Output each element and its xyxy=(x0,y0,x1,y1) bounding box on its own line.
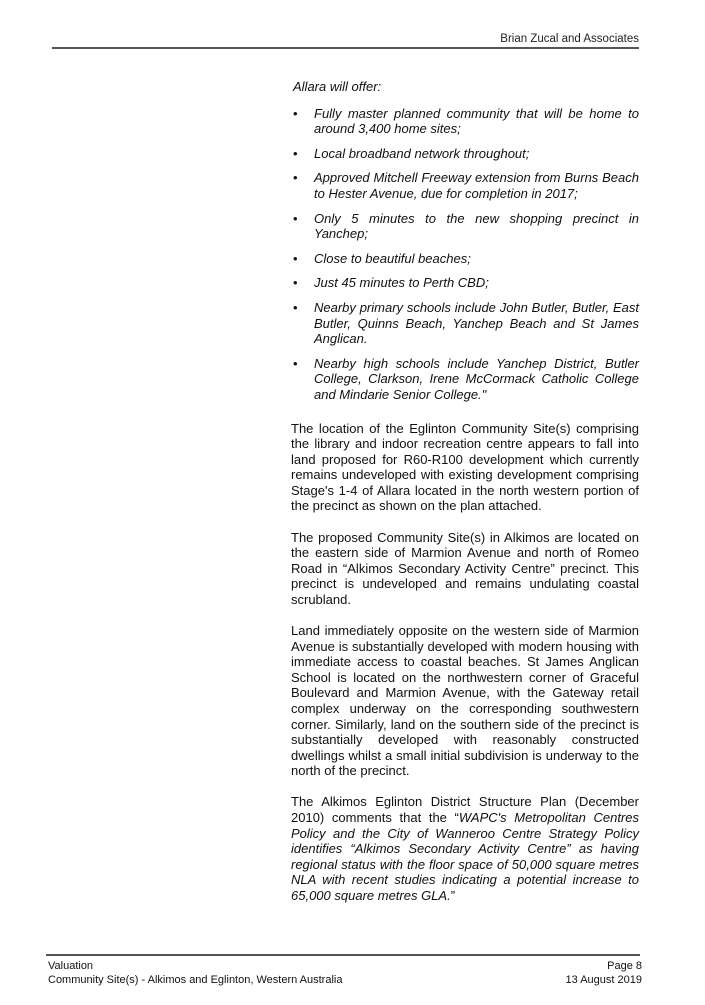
intro-line: Allara will offer: xyxy=(293,79,382,94)
paragraph-surrounding-land: Land immediately opposite on the western side of Marmion Avenue is substantially developed with modern housing with immediate access to coastal beaches. St James Anglican School is located on the northwestern corner of Graceful Boulevard and Marmion Avenue, with the Gateway retail complex underway on the corresponding southwestern corner. Similarly, land on the southern side of the precinct is substantially developed with reasonably constructed dwellings whilst a small initial subdivision is underway to the north of the precinct. xyxy=(291,623,639,779)
bullet-icon: • xyxy=(293,250,298,266)
list-item: • Close to beautiful beaches; xyxy=(293,250,471,266)
header-divider xyxy=(52,47,639,49)
header-company-name: Brian Zucal and Associates xyxy=(500,33,639,45)
bullet-icon: • xyxy=(293,105,298,121)
bullet-list xyxy=(291,106,639,403)
list-item: • Just 45 minutes to Perth CBD; xyxy=(293,275,489,291)
paragraph-eglinton-location: The location of the Eglinton Community Site(s) comprising the library and indoor recreation centre appears to fall into land proposed for R60-R100 development which currently remains undeveloped with existing development comprising Stage's 1-4 of Allara located in the north western portion of the precinct as shown on the plan attached. xyxy=(291,420,639,514)
list-item: • Only 5 minutes to the new shopping precinct in Yanchep; xyxy=(293,210,639,242)
document-body xyxy=(291,79,639,919)
report-date: 13 August 2019 xyxy=(565,973,642,986)
footer-divider xyxy=(46,954,640,956)
footer-right xyxy=(566,960,642,987)
footer-left xyxy=(48,960,342,987)
list-item: • Fully master planned community that will be home to around 3,400 home sites; xyxy=(293,105,639,137)
page-number: Page 8 xyxy=(607,960,642,972)
bullet-icon: • xyxy=(293,170,298,186)
list-item: • Nearby primary schools include John Butler, Butler, East Butler, Quinns Beach, Yanchep Beach and St James Anglican. xyxy=(293,299,639,347)
list-item: • Local broadband network throughout; xyxy=(293,145,530,161)
footer-report-type: Valuation xyxy=(48,960,94,972)
list-item: • Nearby high schools include Yanchep District, Butler College, Clarkson, Irene McCormack Catholic College and Mindarie Senior College." xyxy=(293,355,639,402)
footer-report-subject: Community Site(s) - Alkimos and Eglinton, Western Australia xyxy=(48,973,343,986)
bullet-icon: • xyxy=(293,299,298,315)
list-item: • Approved Mitchell Freeway extension from Burns Beach to Hester Avenue, due for completion in 2017; xyxy=(293,170,639,201)
structure-plan-quote: WAPC's Metropolitan Centres Policy and the City of Wanneroo Centre Strategy Policy identifies “Alkimos Secondary Activity Centre” as having regional status with the floor space of 50,000 square metres NLA with recent studies indicating a potential increase to 65,000 square metres GLA. xyxy=(291,810,639,904)
bullet-icon: • xyxy=(293,275,298,291)
bullet-icon: • xyxy=(293,210,298,226)
bullet-icon: • xyxy=(293,145,298,161)
paragraph-structure-plan: The Alkimos Eglinton District Structure Plan (December 2010) comments that the “WAPC's Metropolitan Centres Policy and the City of Wanneroo Centre Strategy Policy identifies “Alkimos Secondary Activity Centre” as having regional status with the floor space of 50,000 square metres NLA with recent studies indicating a potential increase to 65,000 square metres GLA.” xyxy=(291,794,639,904)
paragraph-alkimos-site: The proposed Community Site(s) in Alkimos are located on the eastern side of Marmion Avenue and north of Romeo Road in “Alkimos Secondary Activity Centre” precinct. This precinct is undeveloped and remains undulating coastal scrubland. xyxy=(291,529,639,607)
bullet-icon: • xyxy=(293,355,298,371)
